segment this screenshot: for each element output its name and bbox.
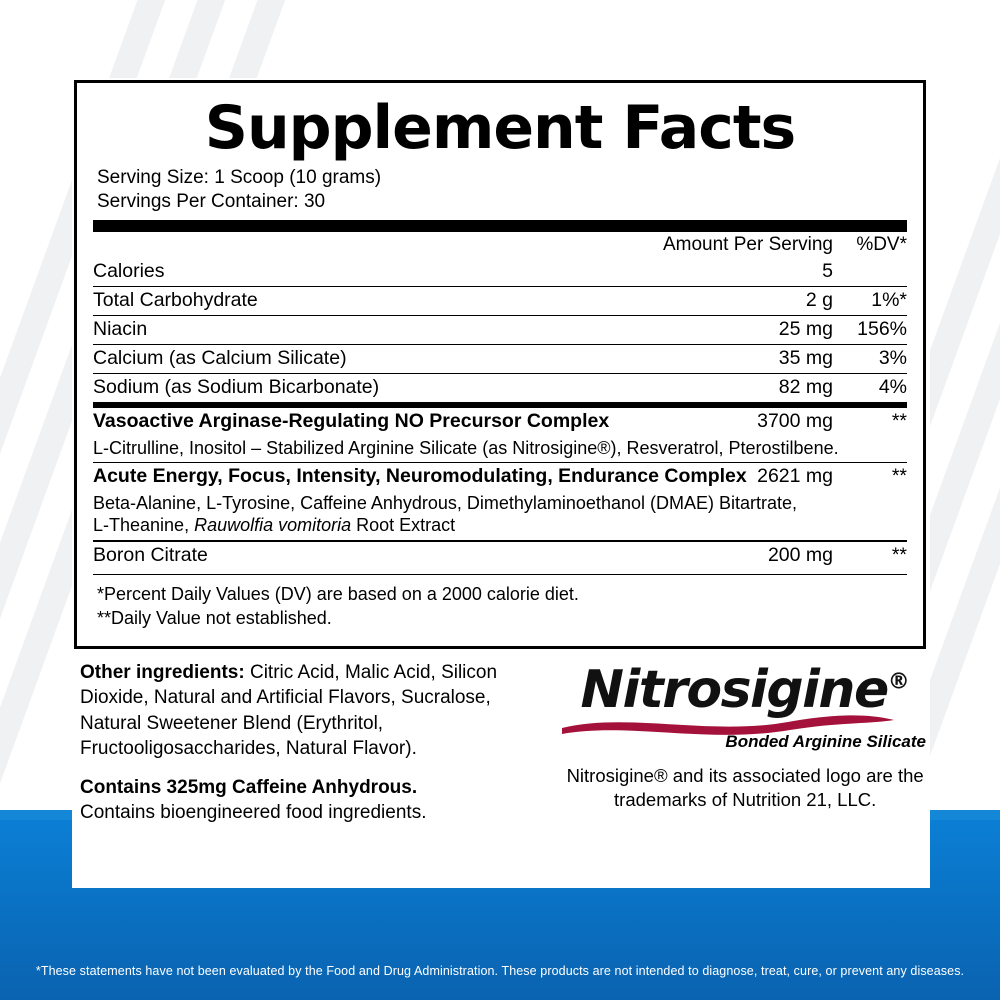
footnote-not-established: **Daily Value not established. [97,607,332,628]
nutrient-dv: 4% [878,375,907,398]
blend-name: Acute Energy, Focus, Intensity, Neuromodulating, Endurance Complex [93,465,747,488]
blend-amount: 3700 mg [757,409,833,432]
nitrosigine-name: Nitrosigine [580,660,888,720]
blend-ingredients-line1: Beta-Alanine, L-Tyrosine, Caffeine Anhydrous, Dimethylaminoethanol (DMAE) Bitartrate, [93,493,798,514]
column-header-dv: %DV* [856,233,907,255]
trademark-line-2: trademarks of Nutrition 21, LLC. [614,789,877,811]
blend-amount: 2621 mg [757,465,833,488]
blend-ingredients-row [93,436,907,463]
nutrient-amount: 35 mg [557,344,833,373]
blend-ingredients-line2-pre: L-Theanine, [93,515,195,536]
other-ingredients-column [74,660,542,826]
nutrient-dv: ** [891,543,907,566]
nutrient-dv: 1%* [833,286,907,315]
supplement-facts-panel [74,80,926,649]
nutrient-name: Boron Citrate [93,543,208,566]
nutrient-dv: 156% [833,315,907,344]
nitrosigine-trademark-notice [558,764,932,813]
nutrient-amount: 82 mg [778,375,833,398]
table-row [93,373,907,402]
blend-dv: ** [891,409,907,432]
fda-disclaimer: *These statements have not been evaluated by the Food and Drug Administration. These products are not intended to diagnose, treat, cure, or prevent any diseases. [35,964,965,978]
contains-caffeine: Contains 325mg Caffeine Anhydrous. [80,777,418,799]
nitrosigine-tagline: Bonded Arginine Silicate [725,732,926,751]
registered-mark: ® [887,669,910,695]
blend-ingredients-botanical: Rauwolfia vomitoria [194,515,352,536]
blend-ingredients-row [93,491,907,540]
nutrient-name: Niacin [93,315,557,344]
blend-ingredients [93,491,907,540]
table-row [93,344,907,373]
nutrient-amount: 2 g [557,286,833,315]
table-header-row [93,232,907,258]
nutrient-amount: 25 mg [557,315,833,344]
nutrient-dv: 3% [833,344,907,373]
footnote-dv: *Percent Daily Values (DV) are based on a 2000 calorie diet. [97,584,579,605]
trademark-line-1: Nitrosigine® and its associated logo are the [566,765,924,786]
column-header-amount: Amount Per Serving [662,233,833,255]
nutrient-name: Calcium (as Calcium Silicate) [93,344,557,373]
contains-block [80,775,542,826]
nutrient-amount: 200 mg [767,543,833,566]
rule-thick-top [93,220,907,232]
lower-section [74,660,932,826]
table-row [93,315,907,344]
blend-name: Vasoactive Arginase-Regulating NO Precursor Complex [93,409,610,432]
blend-row [93,463,907,492]
nutrient-name: Calories [93,258,557,287]
blends-table [93,408,907,570]
nitrosigine-wordmark [580,660,910,720]
blend-row [93,408,907,436]
nutrient-dv [833,258,907,287]
nutrition-table [93,232,907,402]
nutrient-name: Total Carbohydrate [93,286,557,315]
nutrient-name: Sodium (as Sodium Bicarbonate) [93,375,380,398]
serving-size: Serving Size: 1 Scoop (10 grams) [97,167,382,188]
contains-bioengineered: Contains bioengineered food ingredients. [80,802,427,824]
other-ingredients-label: Other ingredients: [80,662,245,683]
nitrosigine-logo-block [558,660,932,826]
table-row [93,286,907,315]
blend-ingredients: L-Citrulline, Inositol – Stabilized Arginine Silicate (as Nitrosigine®), Resveratrol, Pterostilbene. [93,436,907,463]
blend-ingredients-line2-post: Root Extract [351,515,456,536]
other-ingredients-paragraph [80,660,542,761]
table-row [93,258,907,287]
blend-dv: ** [891,465,907,488]
other-ingredients-text: Citric Acid, Malic Acid, Silicon Dioxide, Natural and Artificial Flavors, Sucralose, Natural Sweetener Blend (Erythritol, Fructooligosaccharides, Natural Flavor). [80,662,498,759]
table-row [93,542,907,570]
servings-per-container: Servings Per Container: 30 [97,190,326,212]
nutrient-amount: 5 [557,258,833,287]
panel-title: Supplement Facts [204,93,796,163]
